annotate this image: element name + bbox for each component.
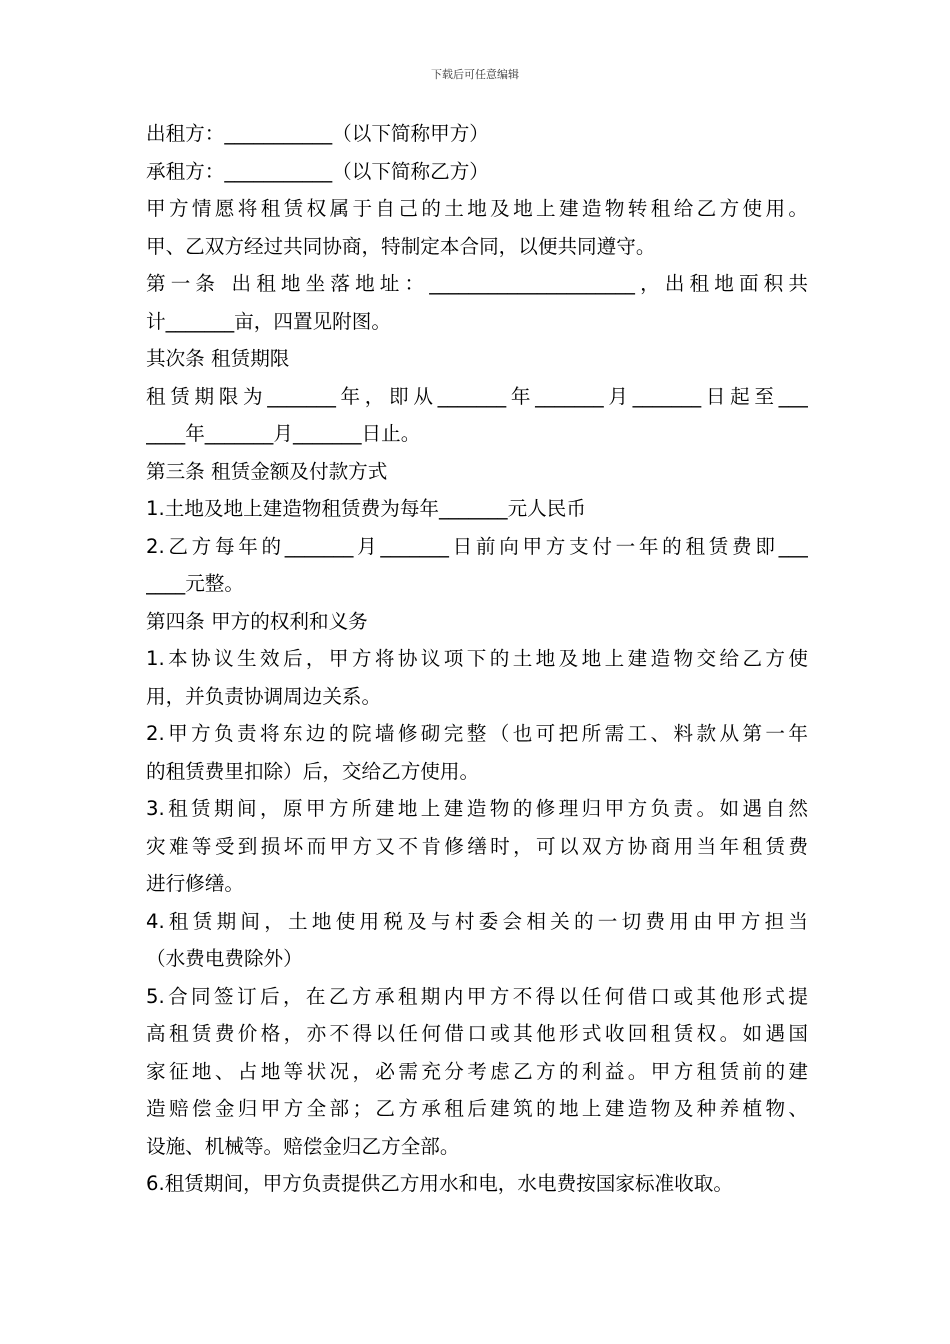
paragraph-line: 2.甲方负责将东边的院墙修砌完整（也可把所需工、料款从第一年 xyxy=(146,722,808,745)
paragraph-line: （水费电费除外） xyxy=(146,947,303,970)
paragraph-line: 1.本协议生效后，甲方将协议项下的土地及地上建造物交给乙方使 xyxy=(146,647,808,670)
paragraph-line: 2.乙方每年的_______月_______日前向甲方支付一年的租赁费即___ xyxy=(146,534,808,558)
paragraph-line: 6.租赁期间，甲方负责提供乙方用水和电，水电费按国家标准收取。 xyxy=(146,1172,733,1195)
paragraph-line: 高租赁费价格，亦不得以任何借口或其他形式收回租赁权。如遇国 xyxy=(146,1022,808,1045)
article-two-heading: 其次条 租赁期限 xyxy=(146,347,290,370)
lessee-line: 承租方：___________（以下简称乙方） xyxy=(146,159,489,183)
paragraph-line: 租赁期限为_______年，即从_______年_______月_______日起至___ xyxy=(146,384,808,408)
header-note: 下载后可任意编辑 xyxy=(431,68,519,81)
paragraph-line: 1.土地及地上建造物租赁费为每年_______元人民币 xyxy=(146,497,586,520)
article-four-heading: 第四条 甲方的权利和义务 xyxy=(146,609,368,633)
paragraph-line: 用，并负责协调周边关系。 xyxy=(146,684,382,708)
paragraph-line: ____元整。 xyxy=(146,572,244,595)
paragraph-line: ____年_______月_______日止。 xyxy=(146,422,421,445)
paragraph-line: 甲、乙双方经过共同协商，特制定本合同，以便共同遵守。 xyxy=(146,234,656,258)
contract-body xyxy=(146,115,808,1203)
paragraph-line: 的租赁费里扣除）后，交给乙方使用。 xyxy=(146,759,480,783)
paragraph-line: 设施、机械等。赔偿金归乙方全部。 xyxy=(146,1134,460,1158)
paragraph-line: 灾难等受到损坏而甲方又不肯修缮时，可以双方协商用当年租赁费 xyxy=(146,834,808,858)
paragraph-line: 3.租赁期间，原甲方所建地上建造物的修理归甲方负责。如遇自然 xyxy=(146,797,808,820)
paragraph-line: 计_______亩，四置见附图。 xyxy=(146,309,391,333)
article-three-heading: 第三条 租赁金额及付款方式 xyxy=(146,459,388,483)
paragraph-line: 造赔偿金归甲方全部；乙方承租后建筑的地上建造物及种养植物、 xyxy=(146,1097,808,1120)
article-one-line: 第一条 出租地坐落地址：_____________________，出租地面积共 xyxy=(146,272,808,295)
paragraph-line: 进行修缮。 xyxy=(146,872,244,895)
paragraph-line: 家征地、占地等状况，必需充分考虑乙方的利益。甲方租赁前的建 xyxy=(146,1059,808,1083)
lessor-line: 出租方：___________（以下简称甲方） xyxy=(146,122,489,145)
paragraph-line: 甲方情愿将租赁权属于自己的土地及地上建造物转租给乙方使用。 xyxy=(146,197,808,220)
paragraph-line: 5.合同签订后，在乙方承租期内甲方不得以任何借口或其他形式提 xyxy=(146,984,808,1008)
paragraph-line: 4.租赁期间，土地使用税及与村委会相关的一切费用由甲方担当 xyxy=(146,909,808,933)
